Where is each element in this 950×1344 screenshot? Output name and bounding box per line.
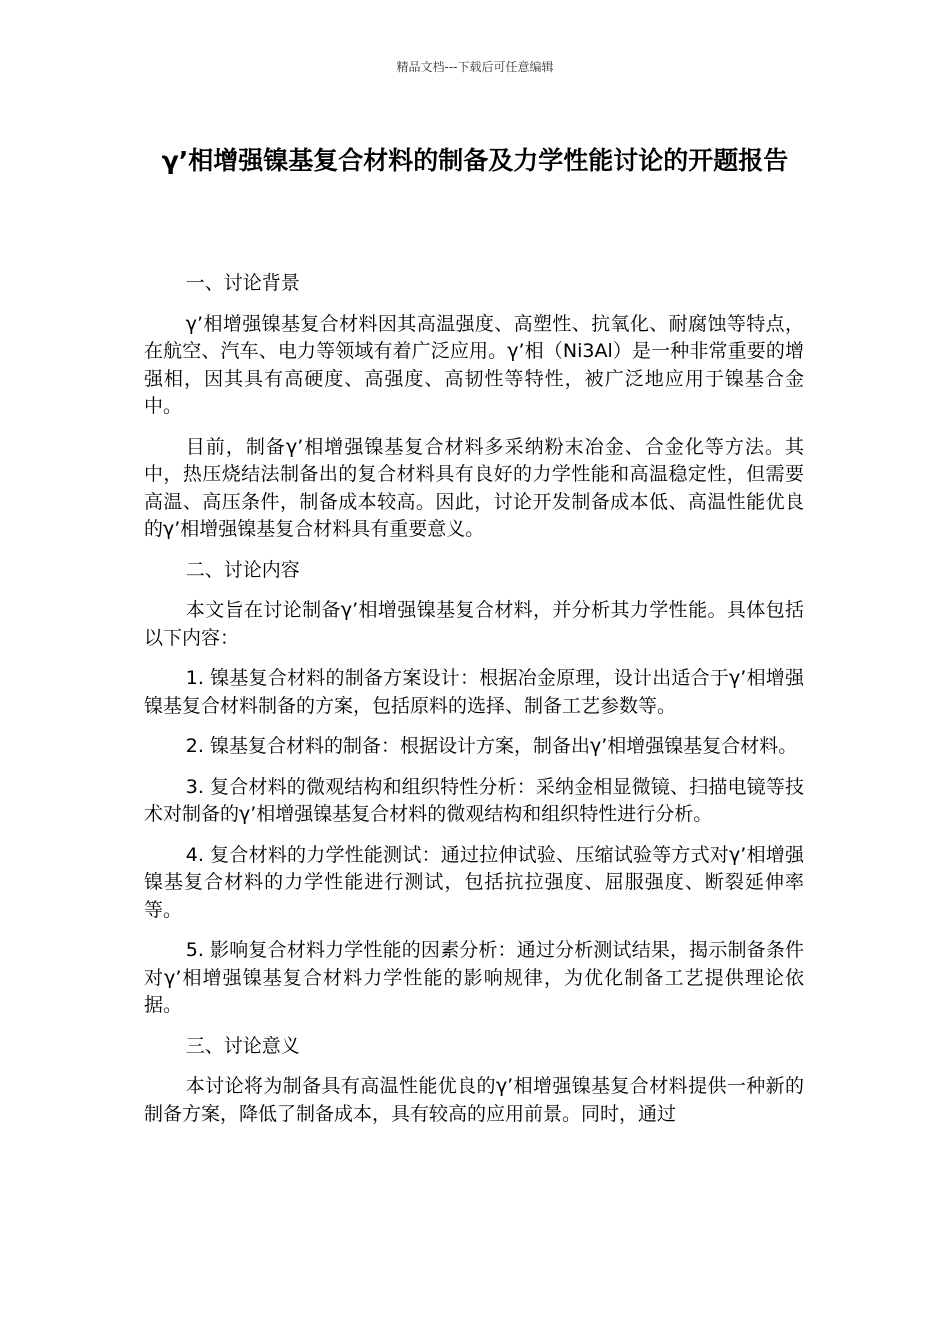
list-item: 4. 复合材料的力学性能测试：通过拉伸试验、压缩试验等方式对γ’相增强镍基复合材料的力学性能进行测试，包括抗拉强度、屈服强度、断裂延伸率等。 [144,843,804,921]
document-title: γ’相增强镍基复合材料的制备及力学性能讨论的开题报告 [161,146,789,175]
list-item: 3. 复合材料的微观结构和组织特性分析：采纳金相显微镜、扫描电镜等技术对制备的γ’相增强镍基复合材料的微观结构和组织特性进行分析。 [144,775,804,825]
section-heading-content: 二、讨论内容 [185,558,300,581]
header-watermark: 精品文档---下载后可任意编辑 [396,60,554,74]
section-heading-background: 一、讨论背景 [185,272,300,294]
paragraph: 目前，制备γ’相增强镍基复合材料多采纳粉末冶金、合金化等方法。其中，热压烧结法制备出的复合材料具有良好的力学性能和高温稳定性，但需要高温、高压条件，制备成本较高。因此，讨论开发制备成本低、高温性能优良的γ’相增强镍基复合材料具有重要意义。 [144,435,804,540]
section-heading-significance: 三、讨论意义 [185,1034,300,1057]
list-item: 2. 镍基复合材料的制备：根据设计方案，制备出γ’相增强镍基复合材料。 [185,735,798,757]
paragraph: 本文旨在讨论制备γ’相增强镍基复合材料，并分析其力学性能。具体包括以下内容： [144,599,804,649]
paragraph: γ’相增强镍基复合材料因其高温强度、高塑性、抗氧化、耐腐蚀等特点，在航空、汽车、电力等领域有着广泛应用。γ’相（Ni3Al）是一种非常重要的增强相，因其具有高硬度、高强度、高韧性等特性，被广泛地应用于镍基合金中。 [144,312,804,417]
list-item: 5. 影响复合材料力学性能的因素分析：通过分析测试结果，揭示制备条件对γ’相增强镍基复合材料力学性能的影响规律，为优化制备工艺提供理论依据。 [144,939,804,1016]
list-item: 1. 镍基复合材料的制备方案设计：根据冶金原理，设计出适合于γ’相增强镍基复合材料制备的方案，包括原料的选择、制备工艺参数等。 [144,667,804,717]
paragraph: 本讨论将为制备具有高温性能优良的γ’相增强镍基复合材料提供一种新的制备方案，降低了制备成本，具有较高的应用前景。同时，通过 [144,1075,804,1125]
document-body [144,270,804,1141]
